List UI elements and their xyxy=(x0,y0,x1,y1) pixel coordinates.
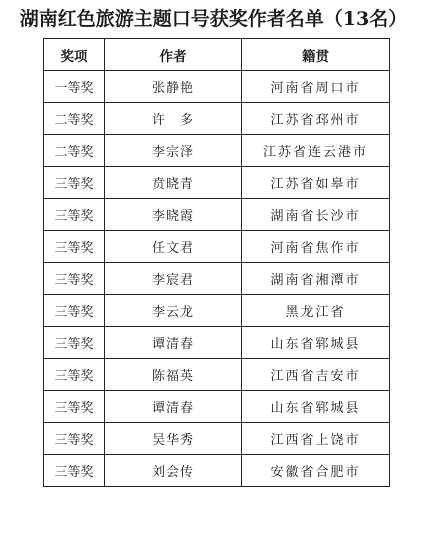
table-row xyxy=(44,231,390,263)
table-row xyxy=(44,423,390,455)
document-title: 湖南红色旅游主题口号获奖作者名单（13名） xyxy=(19,8,408,30)
author-cell: 李宗泽 xyxy=(105,135,242,167)
award-cell: 一等奖 xyxy=(44,71,105,103)
origin-cell: 湖南省湘潭市 xyxy=(242,263,390,295)
award-cell: 三等奖 xyxy=(44,423,105,455)
origin-cell: 河南省周口市 xyxy=(242,71,390,103)
award-cell: 三等奖 xyxy=(44,295,105,327)
author-cell: 谭清春 xyxy=(105,327,242,359)
award-cell: 三等奖 xyxy=(44,359,105,391)
award-cell: 三等奖 xyxy=(44,199,105,231)
author-cell: 李晓霞 xyxy=(105,199,242,231)
origin-cell: 江苏省邳州市 xyxy=(242,103,390,135)
author-cell: 李云龙 xyxy=(105,295,242,327)
table-row xyxy=(44,295,390,327)
column-header-author: 作者 xyxy=(105,39,242,71)
table-header-row xyxy=(44,39,390,71)
author-cell: 任文君 xyxy=(105,231,242,263)
author-cell: 贲晓青 xyxy=(105,167,242,199)
column-header-origin: 籍贯 xyxy=(242,39,390,71)
award-cell: 三等奖 xyxy=(44,455,105,487)
table-row xyxy=(44,359,390,391)
author-cell: 陈福英 xyxy=(105,359,242,391)
table-row xyxy=(44,167,390,199)
table-row xyxy=(44,103,390,135)
origin-cell: 河南省焦作市 xyxy=(242,231,390,263)
award-cell: 三等奖 xyxy=(44,167,105,199)
table-row xyxy=(44,391,390,423)
origin-cell: 江西省上饶市 xyxy=(242,423,390,455)
author-cell: 谭清春 xyxy=(105,391,242,423)
award-cell: 三等奖 xyxy=(44,231,105,263)
award-cell: 二等奖 xyxy=(44,103,105,135)
table-row xyxy=(44,71,390,103)
table-row xyxy=(44,263,390,295)
table-row xyxy=(44,135,390,167)
origin-cell: 江西省吉安市 xyxy=(242,359,390,391)
award-cell: 三等奖 xyxy=(44,391,105,423)
origin-cell: 湖南省长沙市 xyxy=(242,199,390,231)
author-cell: 吴华秀 xyxy=(105,423,242,455)
column-header-award: 奖项 xyxy=(44,39,105,71)
award-cell: 二等奖 xyxy=(44,135,105,167)
origin-cell: 山东省郓城县 xyxy=(242,391,390,423)
award-cell: 三等奖 xyxy=(44,327,105,359)
origin-cell: 江苏省连云港市 xyxy=(242,135,390,167)
award-winners-table xyxy=(43,38,390,487)
origin-cell: 山东省郓城县 xyxy=(242,327,390,359)
origin-cell: 江苏省如皋市 xyxy=(242,167,390,199)
author-cell: 张静艳 xyxy=(105,71,242,103)
author-cell: 许 多 xyxy=(105,103,242,135)
table-row xyxy=(44,455,390,487)
award-cell: 三等奖 xyxy=(44,263,105,295)
origin-cell: 黑龙江省 xyxy=(242,295,390,327)
table-row xyxy=(44,327,390,359)
author-cell: 李宸君 xyxy=(105,263,242,295)
author-cell: 刘会传 xyxy=(105,455,242,487)
table-row xyxy=(44,199,390,231)
origin-cell: 安徽省合肥市 xyxy=(242,455,390,487)
